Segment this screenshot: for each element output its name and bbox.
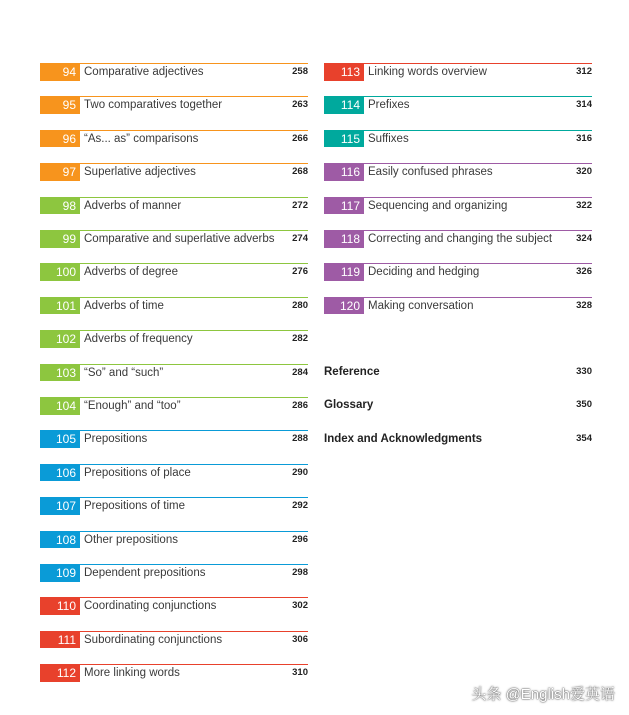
toc-entry-title: Adverbs of manner — [84, 199, 182, 212]
toc-entry[interactable] — [324, 130, 592, 148]
toc-entry-title: Suffixes — [368, 132, 409, 145]
toc-entry-number: 119 — [324, 264, 364, 281]
toc-reference-entry[interactable] — [324, 364, 592, 382]
toc-entry-title: Two comparatives together — [84, 99, 223, 112]
toc-entry-number: 94 — [40, 64, 80, 81]
toc-entry-title: Linking words overview — [368, 66, 487, 78]
toc-entry-page: 324 — [576, 233, 592, 244]
toc-entry-title: More linking words — [84, 667, 180, 680]
toc-entry-number: 100 — [40, 264, 80, 281]
toc-entry-title: Comparative adjectives — [84, 66, 204, 78]
toc-reference-page: 354 — [576, 432, 592, 444]
toc-entry-title: Correcting and changing the subject — [368, 233, 553, 245]
toc-entry-page: 263 — [292, 99, 308, 111]
toc-entry-number: 97 — [40, 164, 80, 181]
toc-entry-title: Making conversation — [368, 299, 474, 312]
toc-entry[interactable] — [40, 197, 308, 215]
toc-entry-page: 298 — [292, 567, 308, 578]
toc-entry-title: Easily confused phrases — [368, 166, 493, 179]
toc-entry-number: 116 — [324, 164, 364, 181]
toc-entry-title: Prepositions of place — [84, 466, 191, 479]
toc-entry[interactable] — [40, 230, 308, 248]
toc-entry-page: 292 — [292, 500, 308, 512]
toc-entry[interactable] — [40, 130, 308, 148]
toc-entry-page: 286 — [292, 400, 308, 411]
toc-entry[interactable] — [40, 163, 308, 181]
toc-entry-title: Adverbs of degree — [84, 266, 178, 279]
toc-entry[interactable] — [40, 597, 308, 615]
toc-entry-page: 328 — [576, 299, 592, 311]
toc-entry-page: 316 — [576, 132, 592, 144]
toc-reference-title: Index and Acknowledgments — [324, 432, 483, 445]
toc-entry-number: 112 — [40, 665, 80, 682]
toc-entry-page: 284 — [292, 366, 308, 378]
toc-entry-page: 320 — [576, 166, 592, 178]
toc-entry-page: 276 — [292, 266, 308, 278]
toc-entry-title: Superlative adjectives — [84, 166, 196, 179]
toc-entry-title: Adverbs of time — [84, 299, 164, 312]
toc-entry[interactable] — [40, 497, 308, 515]
toc-entry-title: Subordinating conjunctions — [84, 633, 223, 646]
toc-entry-title: Prepositions — [84, 433, 148, 446]
toc-entry-page: 272 — [292, 199, 308, 211]
toc-entry[interactable] — [40, 631, 308, 649]
toc-entry-title: Comparative and superlative adverbs — [84, 233, 275, 245]
toc-entry[interactable] — [40, 464, 308, 482]
toc-entry-number: 101 — [40, 298, 80, 315]
toc-entry-number: 115 — [324, 131, 364, 148]
toc-entry-title: Adverbs of frequency — [84, 333, 193, 346]
toc-entry[interactable] — [324, 96, 592, 114]
toc-entry-page: 310 — [292, 667, 308, 679]
toc-entry[interactable] — [324, 297, 592, 315]
toc-entry-number: 109 — [40, 565, 80, 582]
toc-reference-page: 330 — [576, 366, 592, 377]
toc-entry-title: Other prepositions — [84, 533, 178, 546]
toc-entry-number: 107 — [40, 498, 80, 515]
toc-entry-page: 326 — [576, 266, 592, 278]
toc-entry-number: 104 — [40, 398, 80, 415]
toc-entry-number: 111 — [40, 632, 80, 649]
toc-entry-number: 108 — [40, 532, 80, 549]
toc-entry-title: Deciding and hedging — [368, 266, 480, 279]
toc-entry-title: Prepositions of time — [84, 500, 185, 513]
toc-entry[interactable] — [40, 263, 308, 281]
toc-entry-title: Prefixes — [368, 99, 410, 112]
toc-entry-page: 266 — [292, 132, 308, 144]
toc-entry-number: 114 — [324, 97, 364, 114]
toc-entry[interactable] — [324, 163, 592, 181]
toc-entry-number: 113 — [324, 64, 364, 81]
toc-entry-number: 99 — [40, 231, 80, 248]
toc-entry-title: “As... as” comparisons — [84, 132, 199, 145]
toc-entry-page: 288 — [292, 433, 308, 445]
toc-entry-title: Dependent prepositions — [84, 567, 206, 579]
toc-entry-number: 105 — [40, 431, 80, 448]
toc-entry[interactable] — [324, 63, 592, 81]
toc-entry-page: 258 — [292, 66, 308, 77]
toc-entry-number: 117 — [324, 198, 364, 215]
toc-entry-number: 102 — [40, 331, 80, 348]
toc-entry[interactable] — [40, 430, 308, 448]
toc-entry-title: Sequencing and organizing — [368, 199, 508, 212]
toc-entry-page: 312 — [576, 66, 592, 77]
toc-entry[interactable] — [40, 96, 308, 114]
toc-entry-number: 120 — [324, 298, 364, 315]
toc-entry[interactable] — [40, 364, 308, 382]
toc-entry[interactable] — [40, 330, 308, 348]
toc-entry[interactable] — [40, 297, 308, 315]
toc-entry-page: 322 — [576, 199, 592, 211]
toc-reference-entry[interactable] — [324, 431, 592, 449]
watermark-text: 头条 @English爱英语 — [471, 686, 615, 703]
toc-entry-page: 296 — [292, 533, 308, 545]
toc-entry[interactable] — [40, 397, 308, 415]
toc-entry-number: 95 — [40, 97, 80, 114]
toc-entry-page: 290 — [292, 466, 308, 478]
toc-entry-number: 98 — [40, 198, 80, 215]
toc-entry[interactable] — [40, 664, 308, 682]
toc-entry[interactable] — [40, 564, 308, 582]
toc-entry-page: 274 — [292, 233, 308, 244]
toc-entry-number: 96 — [40, 131, 80, 148]
toc-entry[interactable] — [324, 263, 592, 281]
toc-entry-number: 106 — [40, 465, 80, 482]
toc-entry-number: 110 — [40, 598, 80, 615]
toc-reference-page: 350 — [576, 399, 592, 411]
toc-entry-page: 306 — [292, 633, 308, 645]
toc-entry[interactable] — [324, 230, 592, 248]
toc-entry-number: 103 — [40, 365, 80, 382]
toc-entry-page: 302 — [292, 600, 308, 612]
toc-entry-number: 118 — [324, 231, 364, 248]
toc-reference-title: Reference — [324, 366, 380, 378]
toc-entry-page: 314 — [576, 99, 592, 111]
toc-reference-title: Glossary — [324, 399, 374, 412]
toc-entry-title: Coordinating conjunctions — [84, 600, 217, 613]
toc-entry-page: 282 — [292, 333, 308, 345]
toc-entry-title: “So” and “such” — [84, 366, 164, 379]
toc-entry[interactable] — [40, 531, 308, 549]
toc-entry-title: “Enough” and “too” — [84, 400, 181, 412]
toc-reference-entry[interactable] — [324, 397, 592, 415]
toc-entry-page: 268 — [292, 166, 308, 178]
toc-entry-page: 280 — [292, 299, 308, 311]
toc-entry[interactable] — [40, 63, 308, 81]
toc-entry[interactable] — [324, 197, 592, 215]
